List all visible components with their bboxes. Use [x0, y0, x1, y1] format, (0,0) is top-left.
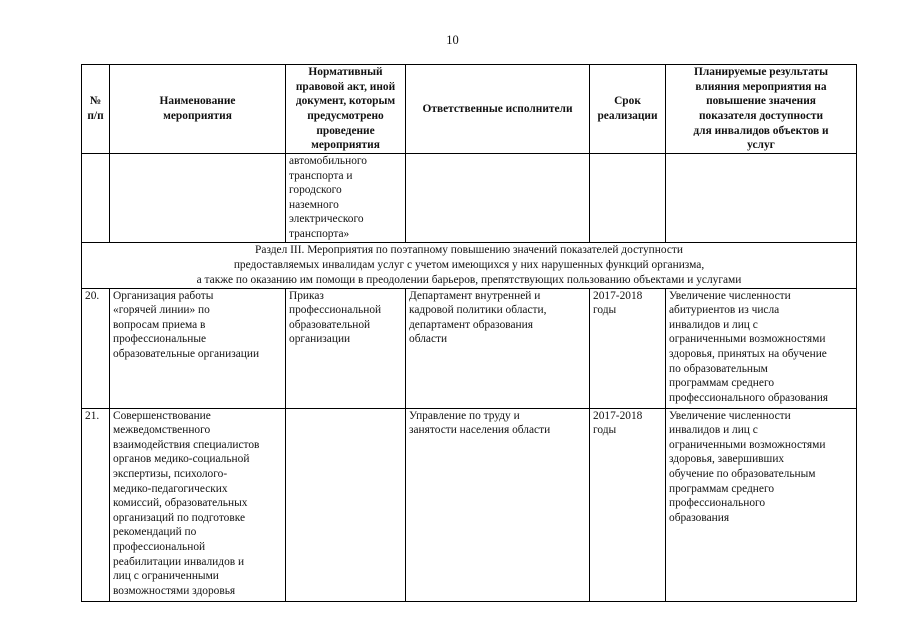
- cell-line: профессионального образования: [669, 391, 829, 404]
- continuation-row: [82, 154, 857, 243]
- cell-line: реализации: [597, 110, 658, 122]
- cell-line: 2017-2018: [593, 409, 643, 422]
- cell-line: Увеличение численности: [669, 289, 791, 302]
- cell-line: 2017-2018: [593, 289, 643, 302]
- cell-line: области: [409, 333, 448, 346]
- cell-line: Приказ: [289, 289, 324, 302]
- row-num: 20.: [82, 288, 110, 408]
- cell-line: лиц с ограниченными: [113, 570, 219, 583]
- cell-line: наземного: [289, 198, 339, 211]
- cell-line: обучение по образовательным: [669, 467, 816, 480]
- cell-line: организаций по подготовке: [113, 511, 246, 524]
- cell-line: инвалидов и лиц с: [669, 318, 758, 331]
- cell-line: Планируемые результаты: [694, 66, 828, 79]
- cell-line: годы: [593, 304, 617, 317]
- header-act: [286, 65, 406, 154]
- cell-line: Ответственные исполнители: [422, 102, 573, 115]
- measures-table: [81, 64, 857, 602]
- row-executors: [406, 288, 590, 408]
- cell-line: программам среднего: [669, 377, 775, 390]
- cell-line: программам среднего: [669, 482, 775, 495]
- cell-line: Срок: [614, 95, 641, 108]
- cell-line: кадровой политики области,: [409, 304, 547, 317]
- cell-line: здоровья, принятых на обучение: [669, 347, 827, 360]
- continuation-results: [666, 154, 857, 243]
- cell-line: профессиональной: [289, 304, 382, 317]
- cell-line: услуг: [747, 139, 775, 152]
- cell-line: рекомендаций по: [113, 526, 197, 539]
- cell-line: медико-педагогических: [113, 482, 228, 495]
- row-results: [666, 408, 857, 601]
- cell-line: автомобильного: [289, 155, 368, 167]
- cell-line: ограниченными возможностями: [669, 438, 826, 451]
- cell-line: Управление по труду и: [409, 409, 520, 422]
- row-name: [110, 288, 286, 408]
- row-term: [590, 288, 666, 408]
- cell-line: показателя доступности: [698, 110, 824, 122]
- row-term: [590, 408, 666, 601]
- cell-line: экспертизы, психолого-: [113, 467, 228, 480]
- cell-line: предусмотрено: [307, 110, 384, 122]
- section-heading: [82, 242, 857, 288]
- cell-line: ограниченными возможностями: [669, 333, 826, 346]
- cell-line: «горячей линии» по: [113, 304, 210, 317]
- cell-line: образовательные организации: [113, 347, 260, 360]
- cell-line: возможностями здоровья: [113, 584, 236, 597]
- cell-line: реабилитации инвалидов и: [113, 555, 245, 568]
- section-heading-row: [82, 242, 857, 288]
- header-term: [590, 65, 666, 154]
- cell-line: профессионального: [669, 497, 766, 510]
- cell-line: Наименование: [159, 95, 236, 108]
- cell-line: Совершенствование: [113, 409, 211, 422]
- header-num: [82, 65, 110, 154]
- page-number: 10: [446, 33, 459, 47]
- cell-line: вопросам приема в: [113, 318, 206, 331]
- table-row: [82, 408, 857, 601]
- cell-line: транспорта»: [289, 227, 350, 240]
- cell-line: повышение значения: [706, 95, 816, 108]
- table-row: [82, 288, 857, 408]
- row-num: 21.: [82, 408, 110, 601]
- cell-line: взаимодействия специалистов: [113, 438, 260, 451]
- cell-line: предоставляемых инвалидам услуг с учетом имеющихся у них нарушенных функций организма,: [233, 258, 705, 271]
- cell-line: проведение: [316, 124, 375, 137]
- row-executors: [406, 408, 590, 601]
- header-row: [82, 65, 857, 154]
- header-name: [110, 65, 286, 154]
- row-results: [666, 288, 857, 408]
- cell-line: инвалидов и лиц с: [669, 424, 758, 437]
- cell-line: годы: [593, 424, 617, 437]
- row-act: [286, 408, 406, 601]
- cell-line: Нормативный: [308, 66, 383, 79]
- continuation-num: [82, 154, 110, 243]
- cell-line: организации: [289, 333, 351, 346]
- cell-line: занятости населения области: [409, 424, 551, 437]
- cell-line: влияния мероприятия на: [695, 80, 827, 93]
- cell-line: №: [89, 95, 102, 108]
- cell-line: транспорта и: [289, 169, 353, 182]
- cell-line: департамент образования: [409, 318, 533, 331]
- row-name: [110, 408, 286, 601]
- cell-line: профессиональные: [113, 333, 207, 346]
- cell-line: мероприятия: [163, 110, 232, 122]
- cell-line: абитуриентов из числа: [669, 304, 780, 317]
- cell-line: по образовательным: [669, 362, 768, 375]
- cell-line: здоровья, завершивших: [669, 453, 785, 466]
- cell-line: документ, которым: [295, 95, 396, 108]
- continuation-term: [590, 154, 666, 243]
- header-results: [666, 65, 857, 154]
- cell-line: правовой акт, иной: [295, 80, 396, 93]
- continuation-name: [110, 154, 286, 243]
- cell-line: мероприятия: [311, 139, 380, 152]
- continuation-executors: [406, 154, 590, 243]
- row-act: [286, 288, 406, 408]
- cell-line: образования: [669, 511, 730, 524]
- cell-line: а также по оказанию им помощи в преодолении барьеров, препятствующих пользованию объектами и услугами: [196, 273, 742, 286]
- header-executors: [406, 65, 590, 154]
- cell-line: профессиональной: [113, 540, 206, 553]
- cell-line: для инвалидов объектов и: [693, 124, 829, 137]
- cell-line: органов медико-социальной: [113, 453, 250, 466]
- cell-line: межведомственного: [113, 424, 211, 437]
- cell-line: образовательной: [289, 318, 371, 331]
- cell-line: Увеличение численности: [669, 409, 791, 422]
- cell-line: Раздел III. Мероприятия по поэтапному повышению значений показателей доступности: [255, 243, 683, 256]
- cell-line: электрического: [289, 213, 364, 226]
- cell-line: комиссий, образовательных: [113, 497, 248, 510]
- cell-line: городского: [289, 184, 342, 197]
- cell-line: Департамент внутренней и: [409, 289, 541, 302]
- continuation-act: [286, 154, 406, 243]
- cell-line: п/п: [87, 110, 104, 122]
- cell-line: Организация работы: [113, 289, 214, 302]
